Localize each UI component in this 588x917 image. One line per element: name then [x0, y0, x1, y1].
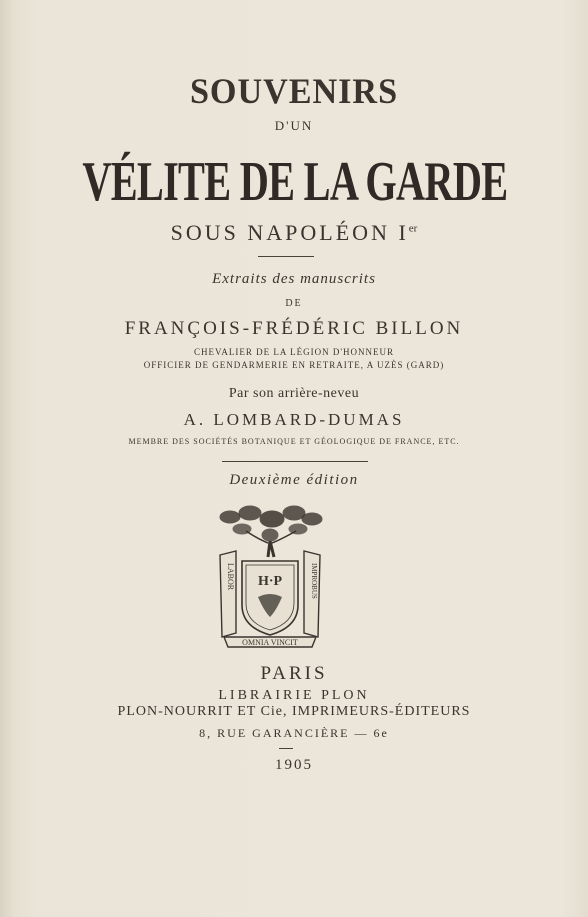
author-name: FRANÇOIS-FRÉDÉRIC BILLON	[124, 318, 464, 339]
divider-rule	[279, 748, 293, 749]
imprint-printers: PLON-NOURRIT ET Cie, IMPRIMEURS-ÉDITEURS	[117, 704, 471, 719]
right-banner-text: IMPROBUS	[310, 563, 318, 599]
divider-rule	[258, 256, 314, 257]
publisher-emblem	[212, 505, 328, 650]
editor-name: A. LOMBARD-DUMAS	[183, 410, 405, 429]
subtitle-text: SOUS NAPOLÉON I	[170, 220, 409, 245]
tree-foliage-icon	[220, 506, 322, 557]
imprint-publisher: LIBRAIRIE PLON	[218, 688, 370, 703]
title-subtitle	[0, 220, 588, 246]
title-souvenirs: SOUVENIRS	[189, 71, 399, 111]
extract-de: DE	[285, 298, 303, 309]
imprint-address: 8, RUE GARANCIÈRE — 6e	[199, 726, 389, 740]
bottom-banner-text: OMNIA VINCIT	[242, 638, 298, 647]
imprint-year: 1905	[275, 757, 313, 773]
author-credential-2: OFFICIER DE GENDARMERIE EN RETRAITE, A UZÈS (GARD)	[143, 360, 445, 370]
editor-relation: Par son arrière-neveu	[228, 386, 360, 401]
title-dun: D'UN	[274, 118, 314, 133]
divider-rule	[222, 461, 368, 462]
edition-label: Deuxième édition	[229, 472, 359, 488]
subtitle-superscript: er	[408, 222, 418, 235]
editor-membership: MEMBRE DES SOCIÉTÉS BOTANIQUE ET GÉOLOGIQUE DE FRANCE, ETC.	[128, 437, 460, 446]
imprint-city: PARIS	[260, 663, 328, 684]
extract-intro: Extraits des manuscrits	[212, 271, 376, 287]
author-credential-1: CHEVALIER DE LA LÉGION D'HONNEUR	[194, 347, 394, 357]
left-banner-text: LABOR	[226, 563, 235, 591]
emblem-monogram: H·P	[257, 574, 283, 589]
title-main: VÉLITE DE LA GARDE	[82, 151, 508, 213]
